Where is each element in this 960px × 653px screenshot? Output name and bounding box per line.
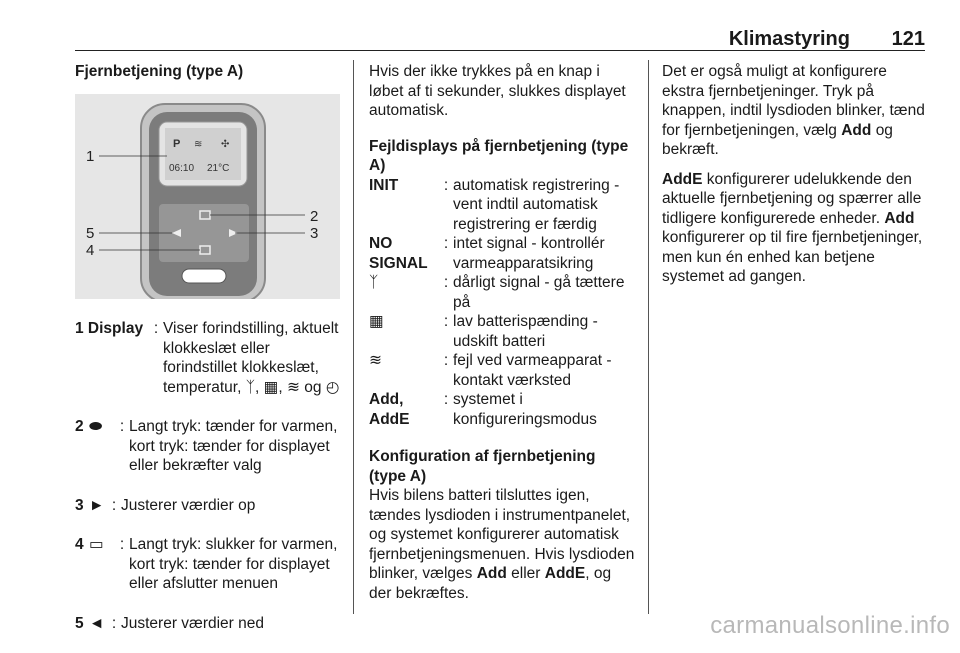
config-paragraph: Hvis bilens batteri tilsluttes igen, tændes lysdioden i instrumentpanelet, og systemet konfigurerer automatisk fjernbetjeningsmenuen. Hvis lysdioden blinker, vælges Add eller AddE, og der bekræftes.	[369, 487, 635, 602]
config-heading: Konfiguration af fjernbetjening (type A)	[369, 448, 596, 485]
clock-icon: ◴	[325, 378, 340, 396]
legend-item: 2 ⬬ : Langt tryk: tænder for varmen, kort tryk: tænder for displayet eller bekræfter valg	[75, 418, 338, 475]
arrow-right-icon: ►	[89, 496, 105, 514]
svg-text:≋: ≋	[194, 139, 203, 150]
page-header	[75, 18, 925, 51]
fault-list	[369, 176, 635, 430]
column-1	[75, 62, 340, 82]
column-divider	[648, 60, 649, 614]
display-temp: 21°C	[207, 163, 230, 174]
page-number: 121	[891, 28, 925, 50]
callout-5: 5	[86, 225, 95, 242]
fault-item: INIT : automatisk registrering - vent indtil automatisk registrering er færdig	[369, 176, 620, 233]
fault-heading: Fejldisplays på fjernbetjening (type A)	[369, 137, 629, 174]
remote-control-figure	[75, 94, 340, 299]
display-time: 06:10	[169, 163, 195, 174]
fault-item: ᛉ : dårligt signal - gå tættere på	[369, 274, 625, 311]
fault-item: Add, AddE : systemet i konfigureringsmodus	[369, 391, 597, 428]
column-2	[369, 62, 635, 603]
heater-icon: ≋	[286, 378, 300, 396]
battery-icon: ▦	[263, 378, 279, 396]
watermark: carmanualsonline.info	[710, 612, 950, 639]
page-title: Klimastyring	[728, 28, 850, 50]
callout-1: 1	[86, 148, 95, 165]
heater-icon: ≋	[369, 352, 382, 369]
fault-item: ≋ : fejl ved varmeapparat - kontakt værksted	[369, 352, 612, 389]
legend-item: 4 ▭ : Langt tryk: slukker for varmen, kort tryk: tænder for displayet eller afslutter menuen	[75, 536, 338, 593]
figure-legend	[75, 319, 345, 653]
adde-paragraph: AddE konfigurerer udelukkende den aktuelle fjernbetjening og spærrer alle tidligere konfigurerede enheder. Add konfigurerer op til fire fjernbetjeninger, men kun én enhed kan betjene systemet ad gangen.	[662, 170, 923, 285]
signal-icon: ᛉ	[369, 274, 379, 291]
callout-3: 3	[310, 225, 319, 242]
extra-remotes-paragraph: Det er også muligt at konfigurere ekstra fjernbetjeninger. Tryk på knappen, indtil lysdioden blinker, tænd for fjernbetjeningen, vælg Add og bekræft.	[662, 63, 925, 158]
legend-item: 5 ◄ : Justerer værdier ned	[75, 614, 265, 632]
legend-item: 1 Display : Viser forindstilling, aktuelt klokkeslæt eller forindstillet klokkeslæt, temperatur, ᛉ, ▦, ≋ og ◴	[75, 320, 340, 396]
heat-off-button-icon: ▭	[89, 536, 104, 554]
remote-illustration	[75, 94, 340, 299]
signal-icon: ᛉ	[245, 378, 256, 396]
svg-text:✣: ✣	[221, 139, 230, 150]
heat-on-button-icon: ⬬	[89, 418, 103, 436]
section-heading: Fjernbetjening (type A)	[75, 63, 244, 80]
column-divider	[353, 60, 354, 614]
callout-4: 4	[86, 242, 95, 259]
fault-item: ▦ : lav batterispænding - udskift batteri	[369, 313, 598, 350]
arrow-left-icon: ◄	[89, 614, 105, 632]
fault-item: NO SIGNAL : intet signal - kontrollér varmeapparatsikring	[369, 235, 605, 272]
column-3	[662, 62, 930, 287]
legend-item: 3 ► : Justerer værdier op	[75, 496, 256, 514]
display-p: P	[173, 138, 181, 150]
intro-paragraph: Hvis der ikke trykkes på en knap i løbet af ti sekunder, slukkes displayet automatisk.	[369, 63, 626, 119]
callout-2: 2	[310, 208, 319, 225]
battery-icon: ▦	[369, 313, 384, 330]
